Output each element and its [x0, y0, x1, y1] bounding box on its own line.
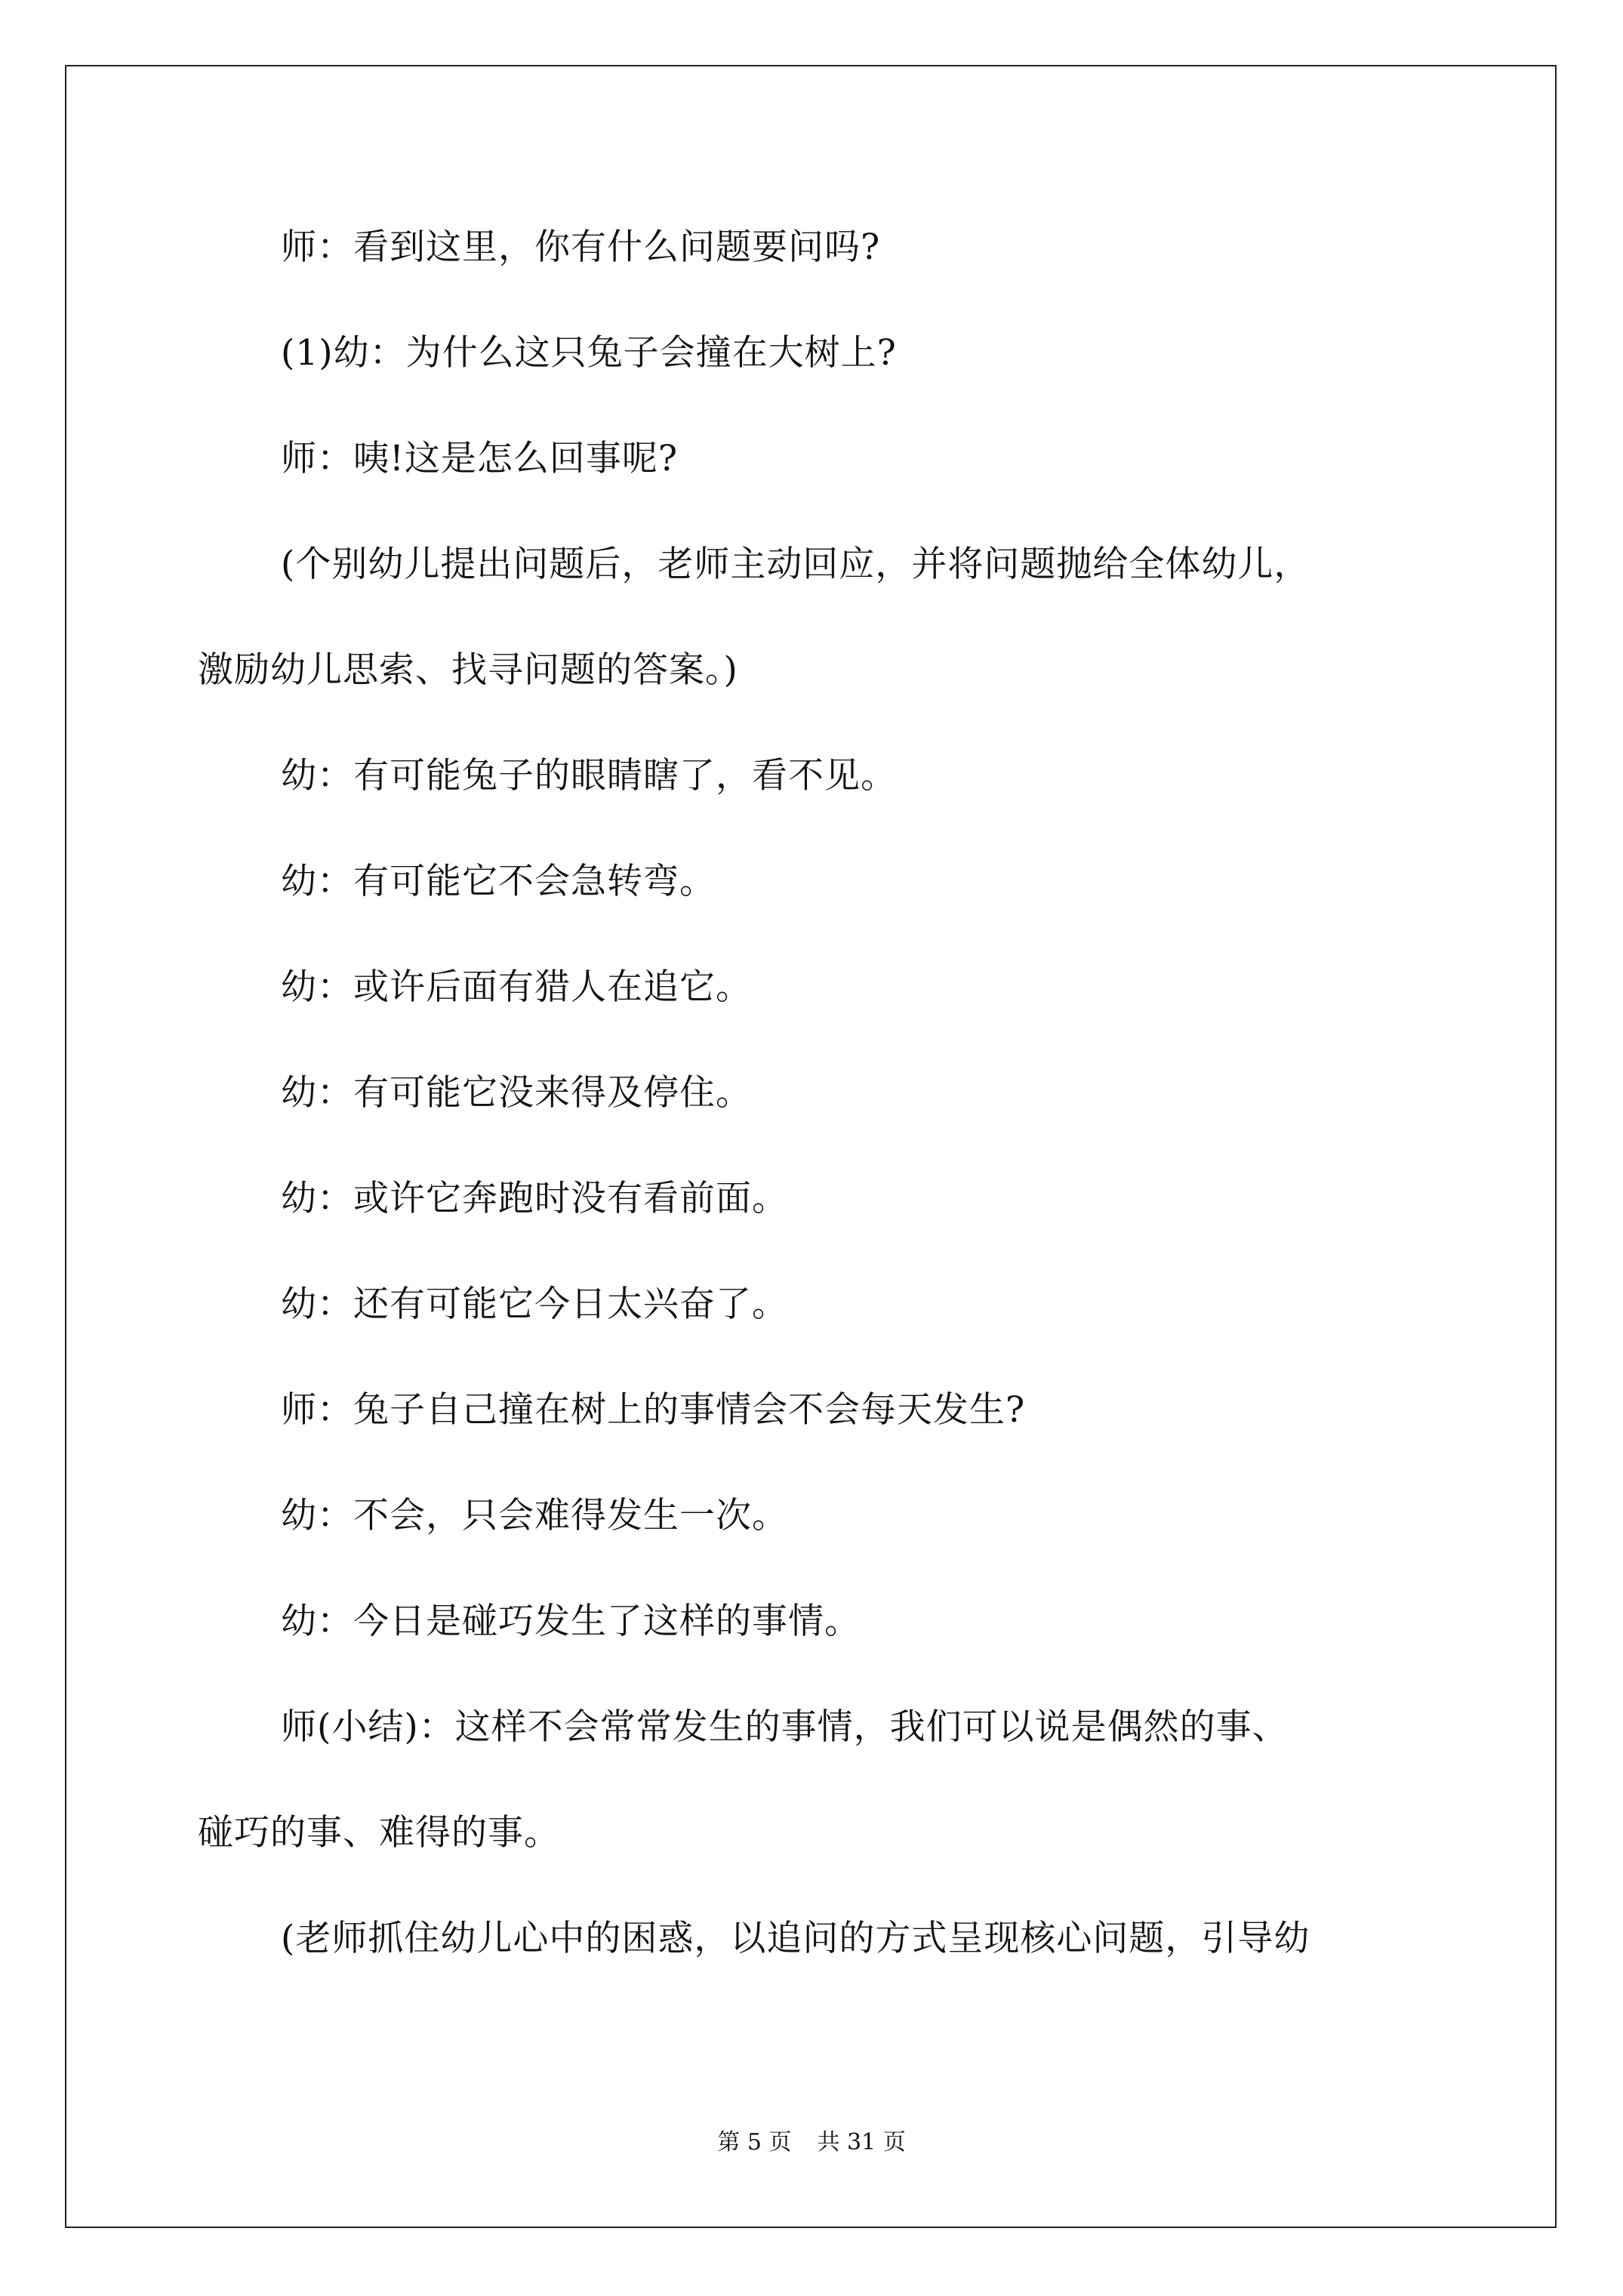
paragraph-line: 师：看到这里，你有什么问题要问吗? [281, 227, 881, 268]
paragraph-line: 幼：今日是碰巧发生了这样的事情。 [281, 1601, 861, 1642]
paragraph-line: 师(小结)：这样不会常常发生的事情，我们可以说是偶然的事、 [281, 1706, 1289, 1748]
paragraph-line: 幼：或许它奔跑时没有看前面。 [281, 1178, 788, 1219]
page-total: 共 31 页 [817, 2129, 906, 2156]
paragraph-line: (个别幼儿提出问题后，老师主动回应，并将问题抛给全体幼儿， [281, 544, 1310, 585]
paragraph-line: 激励幼儿思索、找寻问题的答案。) [198, 649, 738, 691]
paragraph-line: 师：咦!这是怎么回事呢? [281, 438, 679, 479]
paragraph-line: 幼：或许后面有猎人在追它。 [281, 966, 752, 1008]
page-number: 第 5 页 [717, 2129, 792, 2156]
paragraph-line: 幼：不会，只会难得发生一次。 [281, 1495, 788, 1536]
paragraph-line: 幼：还有可能它今日太兴奋了。 [281, 1284, 788, 1325]
page-border [65, 65, 1557, 2228]
paragraph-line: 师：兔子自己撞在树上的事情会不会每天发生? [281, 1389, 1026, 1431]
paragraph-line: (1)幼：为什么这只兔子会撞在大树上? [281, 332, 897, 374]
paragraph-line: 幼：有可能它没来得及停住。 [281, 1072, 752, 1114]
paragraph-line: 碰巧的事、难得的事。 [198, 1812, 560, 1854]
paragraph-line: 幼：有可能兔子的眼睛瞎了，看不见。 [281, 755, 897, 797]
paragraph-line: 幼：有可能它不会急转弯。 [281, 861, 716, 902]
paragraph-line: (老师抓住幼儿心中的困惑，以追问的方式呈现核心问题，引导幼 [281, 1918, 1310, 1959]
page-footer [0, 2128, 1623, 2158]
